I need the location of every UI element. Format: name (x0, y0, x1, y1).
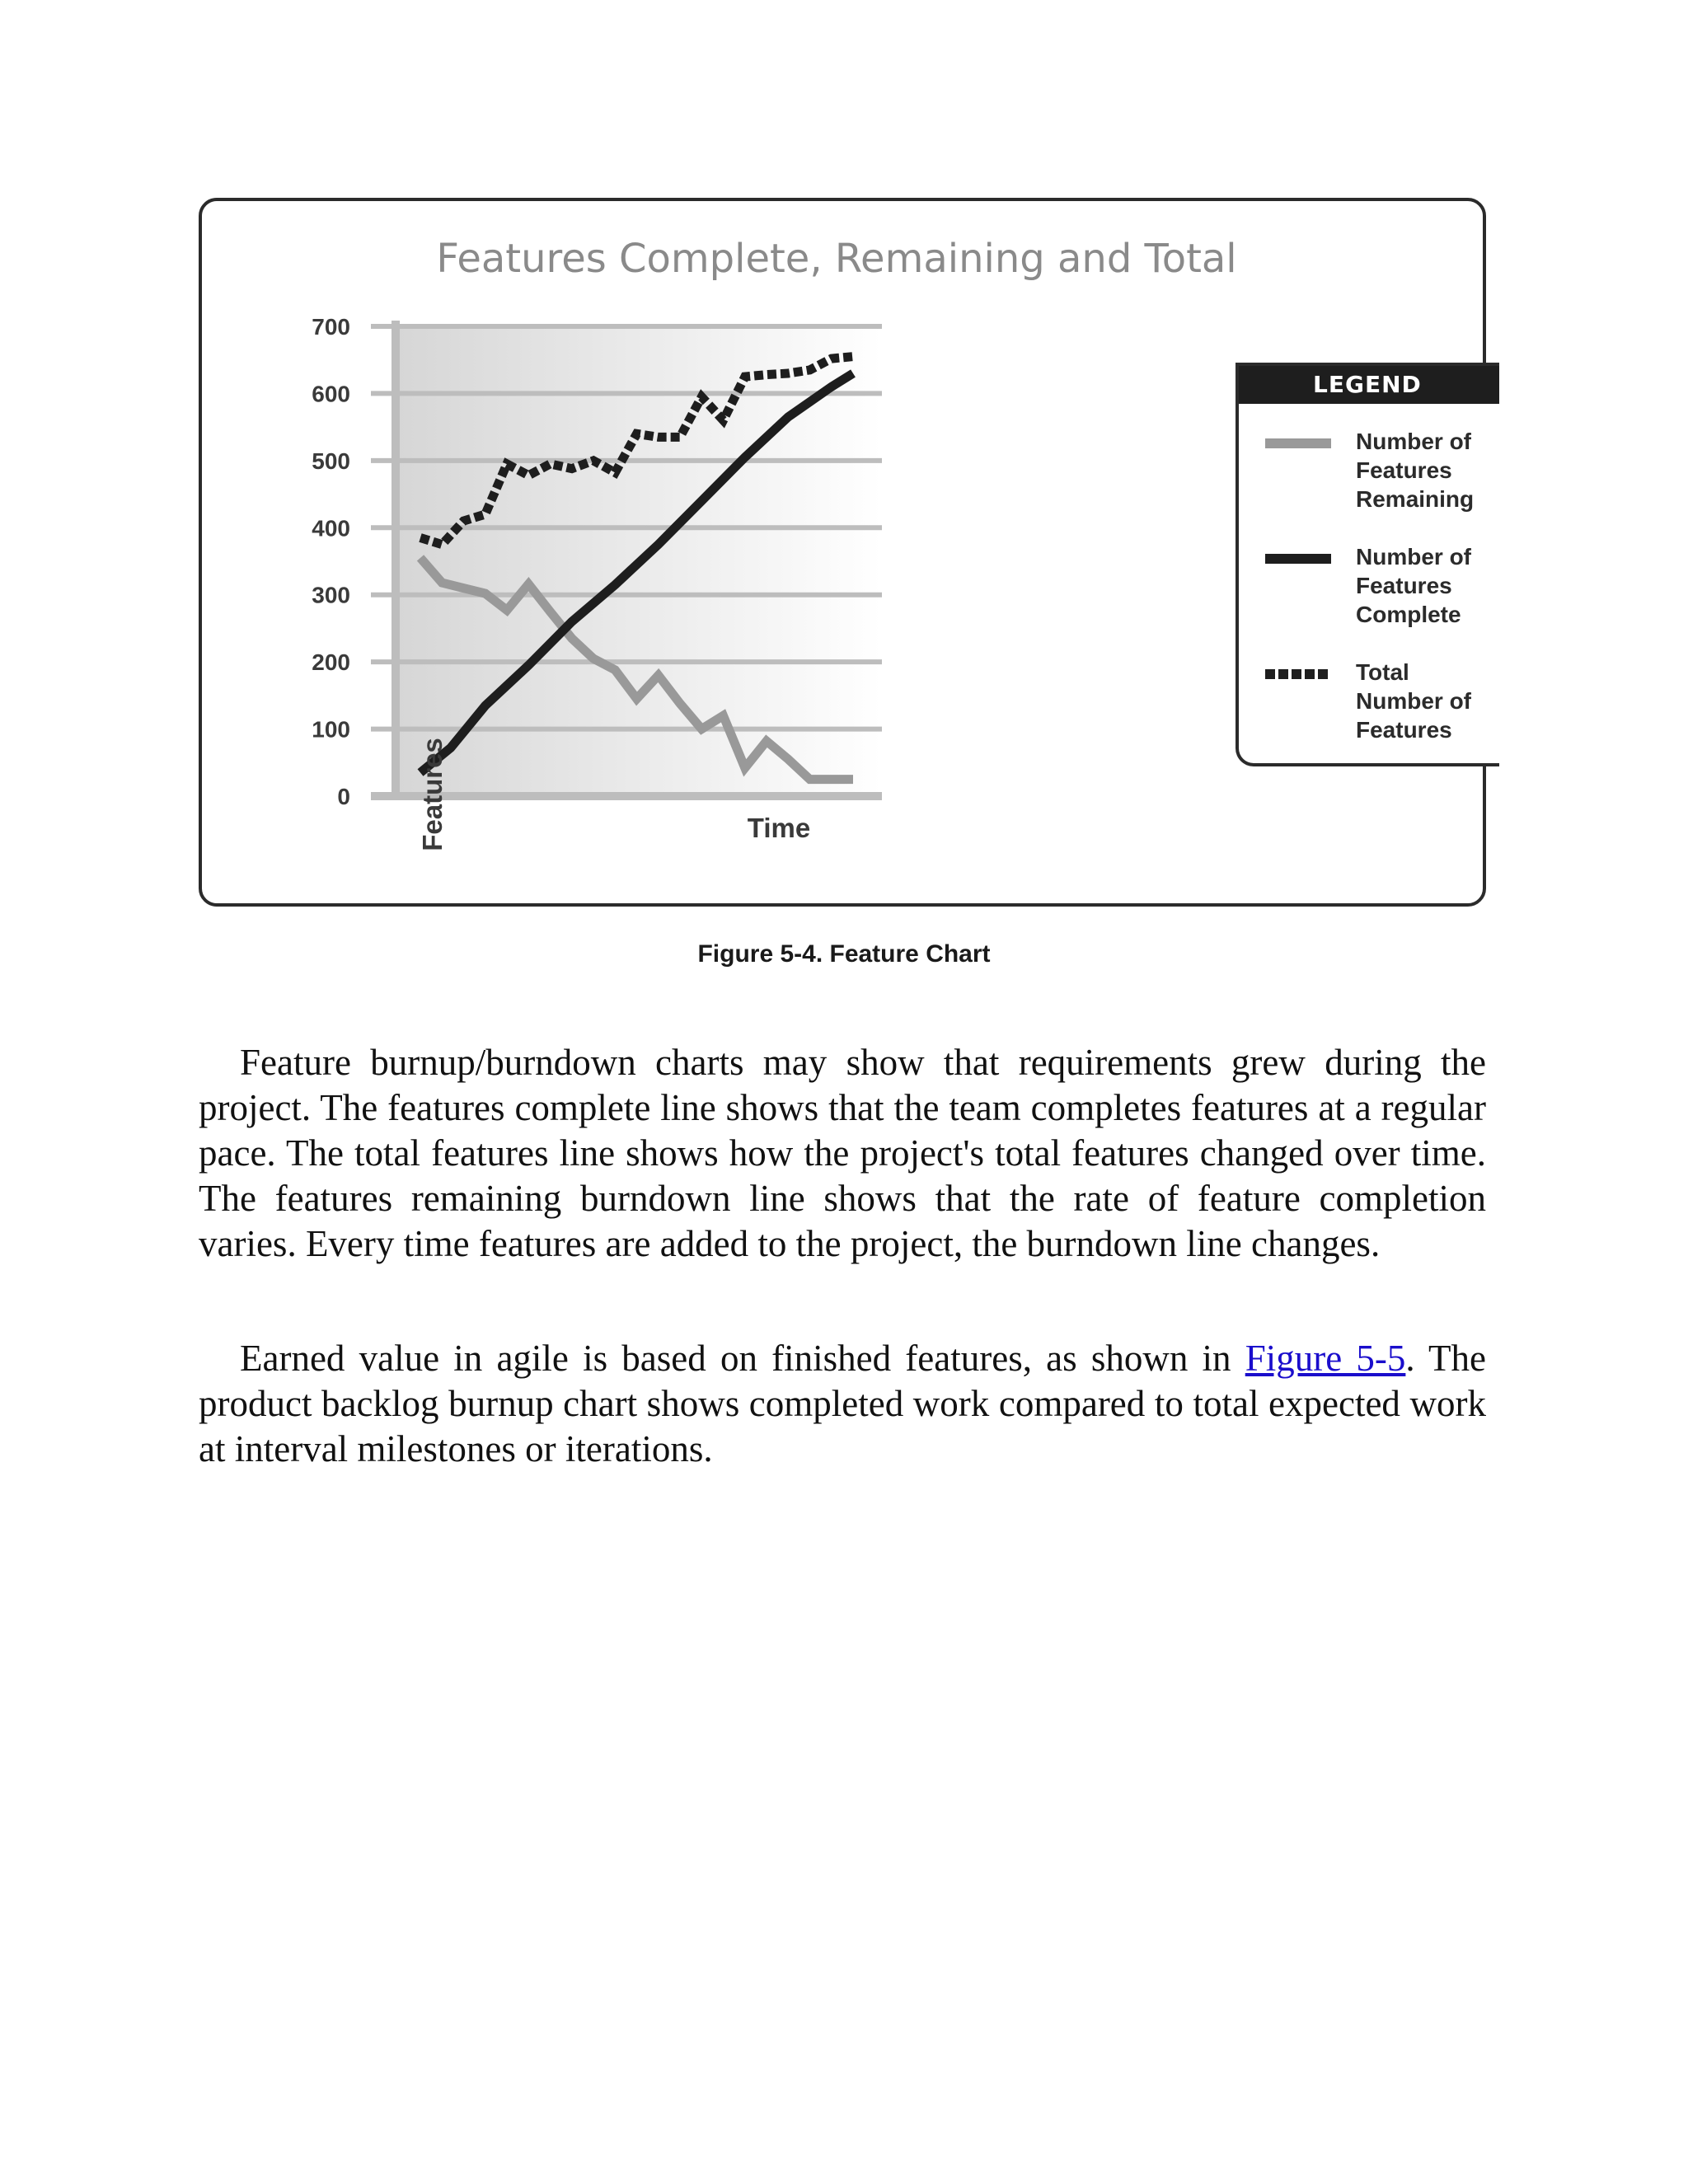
legend-swatch-remaining (1265, 438, 1331, 448)
x-axis-label: Time (747, 813, 811, 843)
y-tick-label-400: 400 (312, 515, 350, 541)
para2-text-after: . The product backlog burnup chart shows completed work compared to total expected work at interval milestones or iterations. (199, 1338, 1486, 1469)
figure-5-5-link[interactable]: Figure 5-5 (1245, 1338, 1406, 1379)
para2-text-before: Earned value in agile is based on finished features, as shown in (240, 1338, 1245, 1379)
y-tick-label-700: 700 (312, 314, 350, 340)
legend (1236, 363, 1499, 766)
body-paragraph-1: Feature burnup/burndown charts may show that requirements grew during the project. The features complete line shows that the team completes features at a regular pace. The total features line shows how the project's total features changed over time. The features remaining burndown line shows that the rate of feature completion varies. Every time features are added to the project, the burndown line changes. (199, 1042, 1486, 1264)
legend-swatch-complete (1265, 554, 1331, 564)
legend-header: LEGEND (1239, 366, 1499, 404)
y-tick-label-300: 300 (312, 582, 350, 608)
chart-title: Features Complete, Remaining and Total (436, 236, 1237, 282)
figure-caption: Figure 5-4. Feature Chart (697, 940, 991, 968)
y-tick-label-500: 500 (312, 448, 350, 474)
legend-label-total: Total Number of Features (1356, 659, 1471, 743)
y-tick-label-200: 200 (312, 649, 350, 676)
y-tick-label-100: 100 (312, 716, 350, 743)
figure-frame: 0 100 200 300 400 500 600 700 Features Complete, Remaining and Total Features Time (199, 198, 1486, 907)
y-tick-label-0: 0 (337, 784, 350, 809)
legend-swatch-total (1265, 669, 1331, 679)
legend-label-remaining: Number of Features Remaining (1356, 429, 1475, 512)
legend-label-complete: Number of Features Complete (1356, 544, 1471, 627)
y-tick-label-600: 600 (312, 381, 350, 407)
body-paragraph-2 (199, 1336, 1486, 1472)
